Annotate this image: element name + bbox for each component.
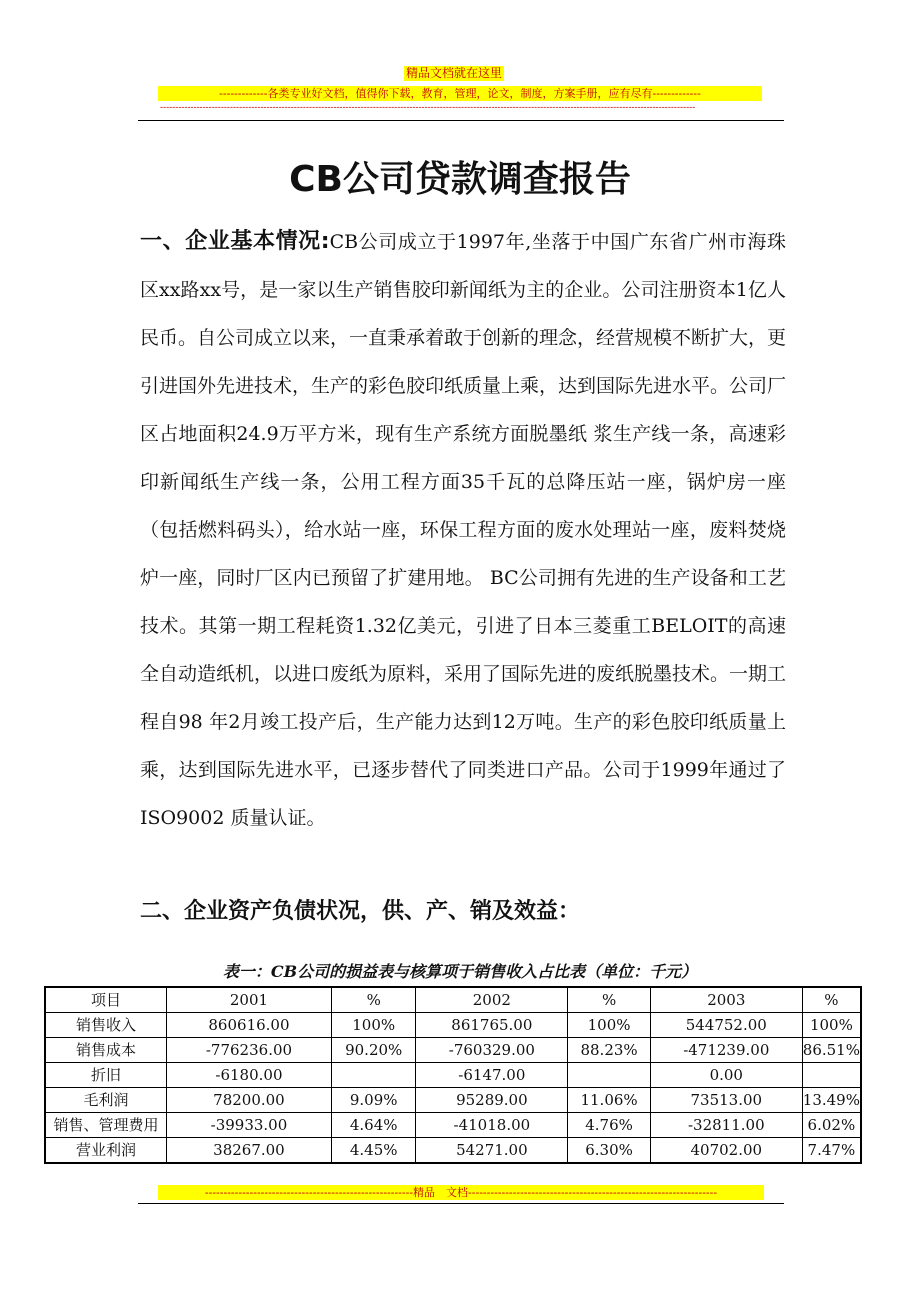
table-cell: 90.20% <box>332 1038 416 1063</box>
header-rule <box>138 120 784 121</box>
header-cell: 2001 <box>166 987 331 1013</box>
table-row <box>45 1013 861 1038</box>
table-cell: -6180.00 <box>166 1063 331 1088</box>
table-cell: 4.64% <box>332 1113 416 1138</box>
table-cell: 40702.00 <box>650 1138 802 1164</box>
table-cell: -32811.00 <box>650 1113 802 1138</box>
table-cell: -41018.00 <box>416 1113 568 1138</box>
table-cell: 4.45% <box>332 1138 416 1164</box>
table-cell: 95289.00 <box>416 1088 568 1113</box>
table-cell: 6.30% <box>568 1138 650 1164</box>
table-cell: 861765.00 <box>416 1013 568 1038</box>
header-cell: 2003 <box>650 987 802 1013</box>
table-cell: 11.06% <box>568 1088 650 1113</box>
table-cell: 88.23% <box>568 1038 650 1063</box>
income-statement-table <box>44 986 862 1164</box>
table-cell: -760329.00 <box>416 1038 568 1063</box>
table-cell: 9.09% <box>332 1088 416 1113</box>
table-caption: 表一：CB公司的损益表与核算项于销售收入占比表（单位：千元） <box>222 962 698 981</box>
table-cell: 营业利润 <box>45 1138 166 1164</box>
header-cell: 项目 <box>45 987 166 1013</box>
table-cell: -6147.00 <box>416 1063 568 1088</box>
table-cell: 13.49% <box>802 1088 861 1113</box>
table-cell: 折旧 <box>45 1063 166 1088</box>
table-cell: 6.02% <box>802 1113 861 1138</box>
table-cell: 销售、管理费用 <box>45 1113 166 1138</box>
header-cell: % <box>332 987 416 1013</box>
table-cell: 销售收入 <box>45 1013 166 1038</box>
table-cell: 860616.00 <box>166 1013 331 1038</box>
header-cell: 2002 <box>416 987 568 1013</box>
header-cell: % <box>802 987 861 1013</box>
table-header-row <box>45 987 861 1013</box>
header-top-note: 精品文档就在这里 <box>406 66 503 80</box>
table-cell: -471239.00 <box>650 1038 802 1063</box>
header-cell: % <box>568 987 650 1013</box>
table-cell: 4.76% <box>568 1113 650 1138</box>
table-cell <box>568 1063 650 1088</box>
table-row <box>45 1063 861 1088</box>
section-2-heading: 二、企业资产负债状况，供、产、销及效益： <box>140 899 581 924</box>
table-cell: 100% <box>802 1013 861 1038</box>
table-cell <box>332 1063 416 1088</box>
page-title: CB公司贷款调查报告 <box>289 159 631 200</box>
table-cell: 86.51% <box>802 1038 861 1063</box>
section-1-heading: 一、企业基本情况: <box>140 229 330 254</box>
table-cell: 100% <box>332 1013 416 1038</box>
table-cell: 73513.00 <box>650 1088 802 1113</box>
section-1-body: CB公司成立于1997年,坐落于中国广东省广州市海珠区xx路xx号，是一家以生产销售胶印新闻纸为主的企业。公司注册资本1亿人民币。自公司成立以来，一直秉承着敢于创新的理念，经营规模不断扩大，更引进国外先进技术，生产的彩色胶印纸质量上乘，达到国际先进水平。公司厂区占地面积24.9万平方米，现有生产系统方面脱墨纸 浆生产线一条，高速彩印新闻纸生产线一条，公用工程方面35千瓦的总降压站一座，锅炉房一座（包括燃料码头），给水站一座，环保工程方面的废水处理站一座，废料焚烧炉一座，同时厂区内已预留了扩建用地。 BC公司拥有先进的生产设备和工艺技术。其第一期工程耗资1.32亿美元，引进了日本三菱重工BELOIT的高速全自动造纸机，以进口废纸为原料，采用了国际先进的废纸脱墨技术。一期工程自98 年2月竣工投产后，生产能力达到12万吨。生产的彩色胶印纸质量上乘，达到国际先进水平，已逐步替代了同类进口产品。公司于1999年通过了ISO9002 质量认证。 <box>140 231 787 829</box>
section-1 <box>140 218 786 842</box>
table-row <box>45 1113 861 1138</box>
table-cell: -39933.00 <box>166 1113 331 1138</box>
table-cell: 7.47% <box>802 1138 861 1164</box>
table-cell <box>802 1063 861 1088</box>
footer-note: --------------------------------------------------------精品 文档------------------------------------------------------------------- <box>158 1185 764 1200</box>
table-row <box>45 1038 861 1063</box>
table-cell: 0.00 <box>650 1063 802 1088</box>
table-cell: 毛利润 <box>45 1088 166 1113</box>
header-sub-note: -------------各类专业好文档，值得你下载，教育，管理，论文，制度，方案手册，应有尽有------------- <box>158 86 762 101</box>
table-cell: 54271.00 <box>416 1138 568 1164</box>
footer-rule <box>138 1203 784 1204</box>
header-dash-line: -------------------------------------------------------------------------------------------------------------------------------------------------------------------------------- <box>160 103 696 113</box>
table-cell: 78200.00 <box>166 1088 331 1113</box>
table-cell: 38267.00 <box>166 1138 331 1164</box>
table-row <box>45 1138 861 1164</box>
table-cell: 销售成本 <box>45 1038 166 1063</box>
table-row <box>45 1088 861 1113</box>
table-cell: 100% <box>568 1013 650 1038</box>
table-cell: -776236.00 <box>166 1038 331 1063</box>
table-cell: 544752.00 <box>650 1013 802 1038</box>
